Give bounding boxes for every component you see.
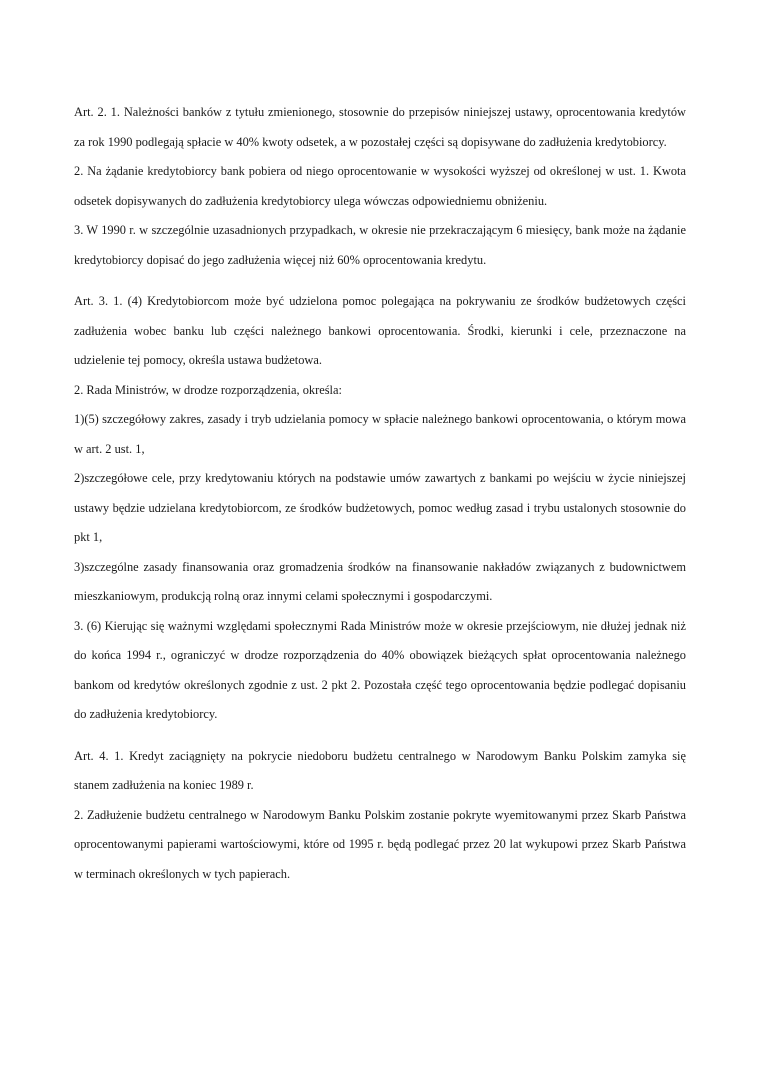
article-4-paragraph-1: Art. 4. 1. Kredyt zaciągnięty na pokrycie niedoboru budżetu centralnego w Narodowym Banku Polskim zamyka się stanem zadłużenia na koniec 1989 r. <box>74 748 686 792</box>
article-2 <box>74 98 686 275</box>
article-2-paragraph-2: 2. Na żądanie kredytobiorcy bank pobiera od niego oprocentowanie w wysokości wyższej od określonej w ust. 1. Kwota odsetek dopisywanych do zadłużenia kredytobiorcy ulega wówczas odpowiedniemu obniżeniu. <box>74 164 686 208</box>
article-2-paragraph-1: Art. 2. 1. Należności banków z tytułu zmienionego, stosownie do przepisów niniejszej ustawy, oprocentowania kredytów za rok 1990 podlegają spłacie w 40% kwoty odsetek, a w pozostałej części są dopisywane do zadłużenia kredytobiorcy. <box>74 105 686 149</box>
article-4-paragraph-2: 2. Zadłużenie budżetu centralnego w Narodowym Banku Polskim zostanie pokryte wyemitowanymi przez Skarb Państwa oprocentowanymi papierami wartościowymi, które od 1995 r. będą podlegać przez 20 lat wykupowi przez Skarb Państwa w terminach określonych w tych papierach. <box>74 807 686 881</box>
article-3-point-1: 1)(5) szczegółowy zakres, zasady i tryb udzielania pomocy w spłacie należnego bankowi oprocentowania, o którym mowa w art. 2 ust. 1, <box>74 412 686 456</box>
article-3-point-3: 3)szczególne zasady finansowania oraz gromadzenia środków na finansowanie nakładów związanych z budownictwem mieszkaniowym, produkcją rolną oraz innymi celami społecznymi i gospodarczymi. <box>74 559 686 603</box>
article-2-paragraph-3: 3. W 1990 r. w szczególnie uzasadnionych przypadkach, w okresie nie przekraczającym 6 miesięcy, bank może na żądanie kredytobiorcy dopisać do jego zadłużenia więcej niż 60% oprocentowania kredytu. <box>74 223 686 267</box>
section-spacer <box>74 730 686 742</box>
section-spacer <box>74 275 686 287</box>
article-3-paragraph-2: 2. Rada Ministrów, w drodze rozporządzenia, określa: <box>74 382 342 397</box>
document-page <box>74 98 686 889</box>
article-3-paragraph-3: 3. (6) Kierując się ważnymi względami społecznymi Rada Ministrów może w okresie przejściowym, nie dłużej jednak niż do końca 1994 r., ograniczyć w drodze rozporządzenia do 40% obowiązek bieżących spłat oprocentowania należnego bankom od kredytów określonych zgodnie z ust. 2 pkt 2. Pozostała część tego oprocentowania będzie podlegać dopisaniu do zadłużenia kredytobiorcy. <box>74 618 686 721</box>
article-3-point-2: 2)szczegółowe cele, przy kredytowaniu których na podstawie umów zawartych z bankami po wejściu w życie niniejszej ustawy będzie udzielana kredytobiorcom, ze środków budżetowych, pomoc według zasad i trybu ustalonych stosownie do pkt 1, <box>74 471 686 544</box>
article-3-paragraph-1: Art. 3. 1. (4) Kredytobiorcom może być udzielona pomoc polegająca na pokrywaniu ze środków budżetowych części zadłużenia wobec banku lub części należnego bankowi oprocentowania. Środki, kierunki i cele, przeznaczone na udzielenie tej pomocy, określa ustawa budżetowa. <box>74 294 686 367</box>
article-3 <box>74 287 686 730</box>
article-4 <box>74 742 686 890</box>
